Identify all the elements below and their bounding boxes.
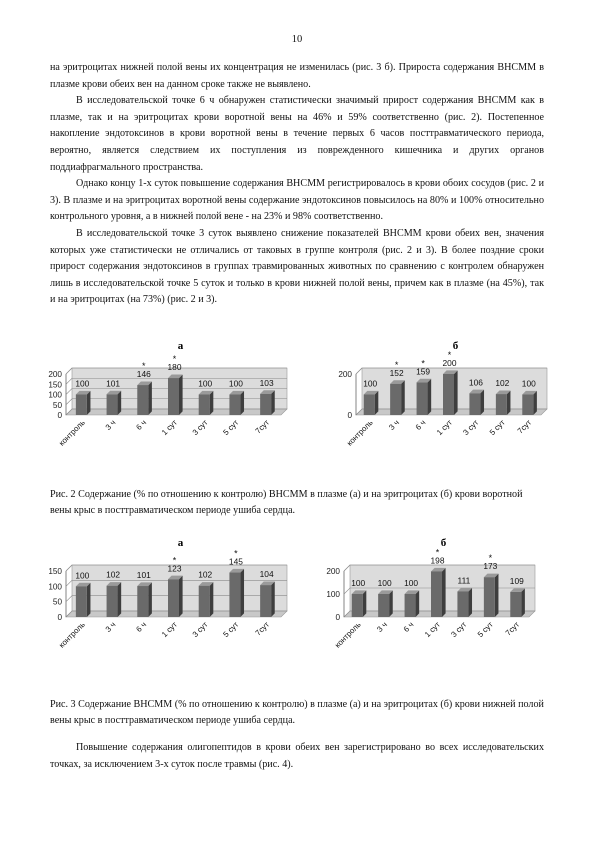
paragraph: В исследовательской точке 3 суток выявлено снижение показателей ВНСММ крови обеих вен, значения которых уже статистически не отличались от таковых в группе контроля (рис. 2 и 3). В более поздние сроки прирост содержания эндотоксинов в группах травмированных животных по сравнению с контролем обнаружен лишь в исследовательской точке 5 суток и только в крови нижней полой вены, причем как в плазме (на 45%), так и на эритроцитах (на 73%) (рис. 2 и 3). (50, 227, 544, 306)
bar-front (168, 579, 179, 617)
bar (107, 391, 122, 415)
bar-side (87, 391, 91, 415)
bar-side (118, 391, 122, 415)
category-label: 5 сут (487, 418, 507, 438)
bar (378, 590, 393, 617)
bar-side (480, 390, 484, 415)
bar-side (416, 590, 420, 617)
paragraph: на эритроцитах нижней полой вены их концентрация не изменилась (рис. 3 б). Прироста содержания ВНСММ в плазме крови обеих вен на данном сроке также не выявлено. (50, 62, 544, 90)
data-label: 180 (167, 362, 182, 373)
bar-side (495, 574, 499, 617)
category-label: 6 ч (134, 418, 149, 432)
significance-star: * (234, 548, 238, 559)
category-label: 1 сут (159, 620, 179, 640)
chart-title: а (177, 340, 184, 352)
y-tick-label: 150 (48, 567, 62, 576)
bar-front (510, 592, 521, 617)
category-label: 1 сут (159, 418, 179, 438)
bar (260, 390, 275, 415)
bar-front (417, 382, 428, 415)
data-label: 100 (521, 378, 536, 389)
bar-front (260, 394, 271, 415)
category-label: 7сут (253, 620, 272, 638)
bar-front (137, 385, 148, 415)
data-label: 100 (351, 578, 366, 588)
category-label: 5 сут (221, 620, 241, 640)
chart-fig3-b (318, 535, 543, 655)
bar-front (522, 395, 533, 416)
significance-star: * (142, 361, 146, 372)
bar-side (148, 582, 152, 617)
data-label: 109 (509, 575, 524, 586)
bar-front (76, 586, 87, 617)
bar-side (442, 568, 446, 617)
bar-side (271, 390, 275, 415)
bar-front (405, 594, 416, 617)
bar (496, 390, 511, 415)
bar-side (428, 379, 432, 415)
data-label: 123 (167, 563, 182, 574)
bar-side (240, 569, 244, 617)
data-label: 145 (228, 556, 243, 567)
chart-fig2-b (330, 338, 555, 453)
data-label: 100 (198, 378, 213, 389)
bar-side (375, 391, 379, 415)
bar (137, 582, 152, 617)
chart-svg (40, 535, 295, 655)
bar-side (468, 588, 472, 617)
category-label: 3 сут (190, 620, 210, 640)
data-label: 200 (442, 358, 457, 368)
y-tick-label: 0 (57, 411, 62, 420)
y-tick-label: 50 (52, 597, 62, 607)
chart-fig2-a (40, 338, 295, 453)
category-label: 1 сут (434, 418, 454, 438)
chart-title: б (440, 537, 447, 549)
bar-side (210, 582, 214, 617)
category-label: 7сут (515, 418, 534, 436)
bar (457, 588, 472, 617)
data-label: 104 (259, 569, 274, 580)
category-label: контроль (345, 418, 375, 448)
figure-2-caption: Рис. 2 Содержание (% по отношению к контролю) ВНСММ в плазме (а) и на эритроцитах (б) крови воротной вены крыс в посттравматическом периоде ушиба сердца. (50, 489, 523, 517)
bar-side (533, 391, 537, 415)
y-tick-label: 0 (347, 411, 352, 420)
chart-fig3-a (40, 535, 295, 655)
significance-star: * (421, 358, 425, 369)
bar-side (179, 576, 183, 617)
bar-front (390, 384, 401, 415)
category-label: 6 ч (401, 620, 416, 634)
data-label: 198 (430, 555, 445, 566)
category-label: контроль (57, 418, 87, 448)
bar-front (199, 395, 210, 416)
bar (510, 588, 525, 617)
bar (76, 583, 91, 617)
category-label: 3 ч (103, 620, 118, 634)
bar-front (431, 571, 442, 617)
category-label: 6 ч (134, 620, 149, 634)
y-tick-label: 150 (48, 380, 62, 390)
y-tick-label: 200 (338, 370, 352, 379)
chart-svg (330, 338, 555, 453)
significance-star: * (172, 555, 177, 566)
data-label: 100 (363, 378, 378, 389)
bar (352, 590, 367, 617)
bar (364, 391, 379, 415)
data-label: 159 (416, 366, 431, 377)
data-label: 101 (136, 570, 151, 581)
category-label: 7сут (253, 418, 272, 436)
bar (107, 582, 122, 617)
significance-star: * (435, 547, 440, 558)
y-tick-label: 50 (52, 400, 62, 410)
y-tick-label: 100 (48, 390, 62, 400)
paragraph: Однако концу 1-х суток повышение содержания ВНСММ регистрировалось в крови обоих сосудов (рис. 2 и 3). В плазме и на эритроцитах воротной вены содержание эндотоксинов повысилось на 80% и 100% относительно контрольного уровня, а в нижней полой вене - на 23% и 98% соответственно. (50, 178, 544, 223)
bar-front (168, 378, 179, 415)
bar-front (107, 586, 118, 617)
bar-front (107, 394, 118, 415)
bar-front (352, 594, 363, 617)
bar (390, 380, 405, 415)
bar-front (137, 586, 148, 617)
bar-front (469, 393, 480, 415)
category-label: 1 сут (422, 620, 442, 640)
bar-side (521, 588, 525, 617)
body-text-top (50, 60, 544, 309)
category-label: 3 ч (103, 418, 118, 432)
bar-front (260, 585, 271, 617)
data-label: 100 (75, 378, 90, 389)
category-label: 6 ч (413, 418, 428, 432)
data-label: 173 (483, 561, 498, 572)
bar-front (484, 577, 495, 617)
data-label: 102 (106, 569, 121, 580)
bar (260, 582, 275, 617)
data-label: 152 (389, 367, 404, 378)
figure-3-caption: Рис. 3 Содержание ВНСММ (% по отношению к контролю) в плазме (а) и на эритроцитах (б) крови нижней полой вены крыс в посттравматическом периоде ушиба сердца. (50, 699, 544, 727)
bar-front (199, 586, 210, 617)
bar-front (443, 374, 454, 415)
chart-svg (318, 535, 543, 655)
bar (229, 391, 244, 415)
y-tick-label: 200 (326, 567, 340, 576)
bar (168, 576, 183, 617)
y-tick-label: 0 (335, 613, 340, 622)
significance-star: * (488, 553, 493, 564)
bar-side (454, 370, 458, 415)
bar-front (457, 591, 468, 617)
category-label: 3 ч (375, 620, 390, 634)
data-label: 101 (106, 378, 121, 389)
data-label: 100 (228, 378, 243, 389)
category-label: 7сут (503, 620, 522, 638)
chart-svg (40, 338, 295, 453)
chart-title: а (177, 537, 184, 549)
bar (199, 582, 214, 617)
data-label: 102 (198, 569, 213, 580)
data-label: 103 (259, 377, 274, 388)
bar (443, 370, 458, 415)
bar (168, 375, 183, 416)
bar-side (118, 582, 122, 617)
data-label: 100 (404, 578, 419, 588)
body-text-bottom (50, 740, 544, 773)
bar-side (210, 391, 214, 415)
bar-side (148, 381, 152, 415)
bar-side (401, 380, 405, 415)
category-label: контроль (333, 620, 363, 650)
significance-star: * (172, 354, 177, 365)
category-label: 5 сут (221, 418, 241, 438)
bar (522, 391, 537, 415)
data-label: 100 (377, 578, 392, 588)
bar-front (496, 394, 507, 415)
bar-side (389, 590, 393, 617)
bar-side (240, 391, 244, 415)
bar-side (87, 583, 91, 617)
bar (137, 381, 152, 415)
bar (484, 574, 499, 617)
bar-front (378, 594, 389, 617)
category-label: 3 сут (190, 418, 210, 438)
category-label: 3 сут (449, 620, 469, 640)
category-label: 3 сут (461, 418, 481, 438)
data-label: 106 (468, 377, 483, 388)
bar (76, 391, 91, 415)
bar (229, 569, 244, 617)
bar-side (179, 375, 183, 416)
bar (417, 379, 432, 415)
data-label: 146 (136, 369, 151, 380)
bar-front (229, 395, 240, 416)
bar-front (364, 395, 375, 416)
bar (469, 390, 484, 415)
bar (405, 590, 420, 617)
bar-side (363, 590, 367, 617)
data-label: 100 (75, 570, 90, 581)
bar-side (271, 582, 275, 617)
data-label: 102 (495, 378, 510, 389)
bar-front (229, 573, 240, 617)
bar (431, 568, 446, 617)
bar-front (76, 395, 87, 416)
category-label: контроль (57, 620, 87, 650)
significance-star: * (394, 359, 399, 370)
paragraph: В исследовательской точке 6 ч обнаружен статистически значимый прирост содержания ВНСММ как в плазме, так и на эритроцитах крови воротной вены на 46% и 59% соответственно (рис. 2). Постепенное накопление эндотоксинов в крови воротной вены в течение первых 6 часов посттравматического периода, вероятно, является следствием их поступления из поврежденного кишечника и других органов поддиафрагмального пространства. (50, 95, 544, 173)
paragraph: Повышение содержания олигопептидов в крови обеих вен зарегистрировано во всех исследовательских точках, за исключением 3-х суток после травмы (рис. 4). (50, 742, 544, 770)
bar-side (507, 390, 511, 415)
data-label: 111 (457, 575, 471, 586)
category-label: 3 ч (387, 418, 402, 432)
page-number: 10 (291, 34, 303, 45)
y-tick-label: 100 (48, 582, 62, 592)
chart-title: б (452, 340, 459, 352)
y-tick-label: 0 (57, 613, 62, 622)
y-tick-label: 200 (48, 370, 62, 379)
y-tick-label: 100 (326, 590, 340, 599)
significance-star: * (447, 350, 452, 360)
category-label: 5 сут (475, 620, 495, 640)
bar (199, 391, 214, 415)
